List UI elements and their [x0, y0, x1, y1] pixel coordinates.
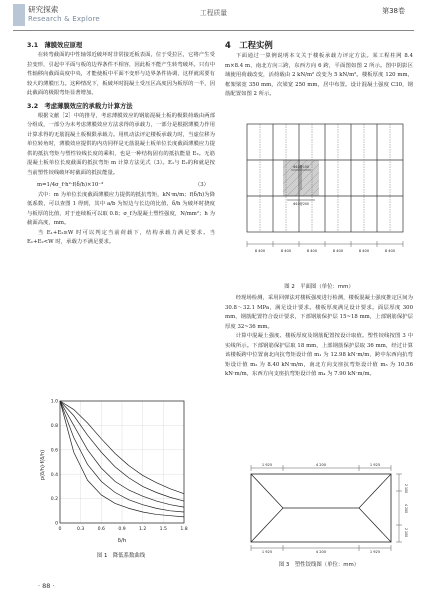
- figure-2-caption: 图 2 平面图（单位：mm）: [284, 284, 354, 290]
- section-title: 工程质量: [199, 9, 228, 17]
- yield-dim-label: 1 925: [261, 550, 273, 554]
- left-column: [27, 38, 215, 248]
- chart-y-label: p(δ/h)·f(δ/h): [40, 449, 46, 481]
- yield-dim-label: 1 925: [261, 463, 273, 467]
- heading-4: 4 工程实例: [225, 40, 273, 50]
- yield-dim-side: [396, 474, 402, 542]
- paragraph-4a: 下面通过一算例说明本文关于楼板承载力评定方法。某工程柱网 8.4 m×8.4 m，南北方向三跨，东西方向 6 跨，平面图如图 2 所示。图中阴影区域使用荷载改变，活荷载由 2 kN/m² 改变为 5 kN/m²。楼板厚度 120 mm，框架梁宽 350 mm，次梁宽 250 mm，居中布置。设计混凝土强度 C30，钢筋配置如图 2 所示。: [225, 53, 413, 98]
- plan-grid-lines: [247, 124, 403, 232]
- chart-y-tick: 0.8: [50, 424, 58, 429]
- chart-x-tick: 1.2: [139, 527, 147, 532]
- paragraph-4c: 计算中混凝土强度、楼板厚度及钢筋配置按设计取值。塑性铰线按图 3 中实线所示。下部钢筋保护层取 18 mm，上部钢筋保护层取 36 mm，经过计算该楼板跨中位置南北向抗弯矩设计值 m₁ 为 12.98 kN·m/m，跨中东西向抗弯矩设计值 m₂ 为 8.40 kN·m/m，南北方向支座抗弯矩设计值 m₃ 为 10.56 kN·m/m，东西方向支座抗弯矩设计值 m₄ 为 7.90 kN·m/m。: [225, 333, 413, 378]
- figure-2-floor-plan: [231, 110, 414, 278]
- chart-y-tick: 0.6: [50, 448, 58, 454]
- yield-dim-label: 1 925: [369, 550, 381, 554]
- chart-x-tick: 1.8: [180, 527, 188, 532]
- plan-span-dim: 8 400: [254, 249, 266, 253]
- paragraph-3-2b: 式中：m 为单位长度截面薄膜应力提供的抵抗弯矩，kN·m/m；f(δ/h)为降低系数，可以查图 1 得到，其中 a/b 为短边与长边的比值，δ/h 为破坏时挠度与板厚的比值，对于连续板可以取 0.8；σ_f为混凝土塑性强度，N/mm²；h 为截面高度，mm。: [27, 191, 215, 227]
- plan-rebar-label: Φ10@150: [293, 165, 309, 169]
- paragraph-3-2a: 根据文献［2］中的推导，考虑薄膜效应的钢筋混凝土板的极限荷载由两部分组成，一部分为未考虑薄膜效应方法求得的承载力，一部分是根据薄膜力作用计算求得的无筋混凝土板极限承载力。用机动法评定楼板承载力时，当虚位移为单位转角时，薄膜效应提供的内功同样是无筋混凝土板单位长度截面薄膜应力提供的抵抗弯矩与塑性铰线长度的乘积，也是一种结构固有的抵抗能量 E₂。无筋混凝土板单位长度截面的抵抗弯矩 m 计算方法见式（3）。E₁与 E₂的和就是按当前塑性铰线破坏时截面的抵抗能量。: [27, 112, 215, 177]
- chart-y-tick: 0.4: [50, 472, 58, 478]
- plan-span-dim: 8 400: [358, 249, 370, 253]
- right-column-lower: [225, 294, 413, 380]
- yield-dim-label: 4 200: [315, 550, 327, 554]
- page-number: · 88 ·: [38, 582, 55, 590]
- yield-side-label: 2 100: [404, 528, 408, 538]
- chart-x-tick: 0.3: [77, 527, 85, 532]
- yield-side-label: 2 100: [404, 484, 408, 494]
- volume-label: 第38卷: [382, 7, 405, 15]
- plan-span-dim: 8 400: [332, 249, 344, 253]
- plan-rebar-label-b: Φ10@200: [293, 202, 309, 206]
- formula-3: [27, 179, 215, 191]
- yield-dim-label: 1 925: [369, 463, 381, 467]
- page-header: [0, 0, 427, 34]
- plan-span-dim: 8 400: [280, 249, 292, 253]
- journal-name-en: Research & Explore: [28, 15, 100, 23]
- right-column-upper: [225, 38, 413, 100]
- chart-ticks: [51, 399, 188, 532]
- figure-3-yield-lines: [231, 462, 411, 554]
- plan-span-dim: 8 400: [306, 249, 318, 253]
- yield-side-label: 4 200: [404, 504, 408, 514]
- chart-y-tick: 0.2: [50, 497, 58, 503]
- formula-number: （3）: [194, 181, 209, 188]
- heading-3-2: 3.2 考虑薄膜效应的承载力计算方法: [27, 102, 133, 110]
- chart-y-tick: 1.0: [50, 399, 58, 405]
- chart-x-tick: 0.6: [97, 527, 105, 532]
- figure-1-caption: 图 1 降低系数曲线: [96, 553, 146, 559]
- figure-1-chart: [38, 395, 190, 545]
- header-rule: [13, 30, 414, 31]
- paragraph-4b: 经现场检测，采用回弹法对楼板强度进行检测，楼板混凝土强度推定区间为 30.8～32.1 MPa，满足设计要求。楼板厚度满足设计要求。面层厚度 300 mm，钢筋配置符合设计要求，下部钢筋保护层 15~18 mm，上部钢筋保护层厚度 32~36 mm。: [225, 295, 413, 330]
- paragraph-3-2c: 当 E₁+E₂≥W 时可以判定当前荷载下，结构承载力满足要求。当 E₁+E₂<W 时，承载力不满足要求。: [27, 229, 215, 246]
- figure-3-caption: 图 3 塑性铰线图（单位：mm）: [278, 562, 360, 568]
- chart-x-tick: 0.9: [118, 527, 126, 532]
- yield-dim-label: 4 200: [315, 463, 327, 467]
- journal-name: 研究探索: [28, 5, 59, 14]
- heading-3-1: 3.1 薄膜效应原理: [27, 42, 83, 49]
- yield-line-pattern: [251, 474, 391, 542]
- formula-text: m=1/4σ_f·h²·f(δ/h)×10⁻³: [37, 181, 104, 188]
- chart-x-tick: 1.5: [159, 527, 167, 532]
- chart-y-tick: 0: [55, 521, 58, 527]
- paragraph-3-1: 在转弯截面的中性轴邻近破坏时非常接近板表面，位于受拉区，它将产生受拉变形，引起中平面与板的边界条件不相容，因此板不能产生转弯破坏。只有中性轴移向截面高度中央，才能使板中平面不变形与边界条件协调，这样就需要有较大的薄膜压力。这种情况下，板破坏时混凝土受压区高度因为板厚的一半，因此截面的极限弯矩显著增加。: [27, 52, 215, 97]
- plan-dim-lines: [247, 241, 403, 247]
- chart-x-tick: 0: [58, 527, 62, 532]
- chart-x-label: δ/h: [117, 538, 127, 544]
- plan-span-dim: 8 400: [384, 249, 396, 253]
